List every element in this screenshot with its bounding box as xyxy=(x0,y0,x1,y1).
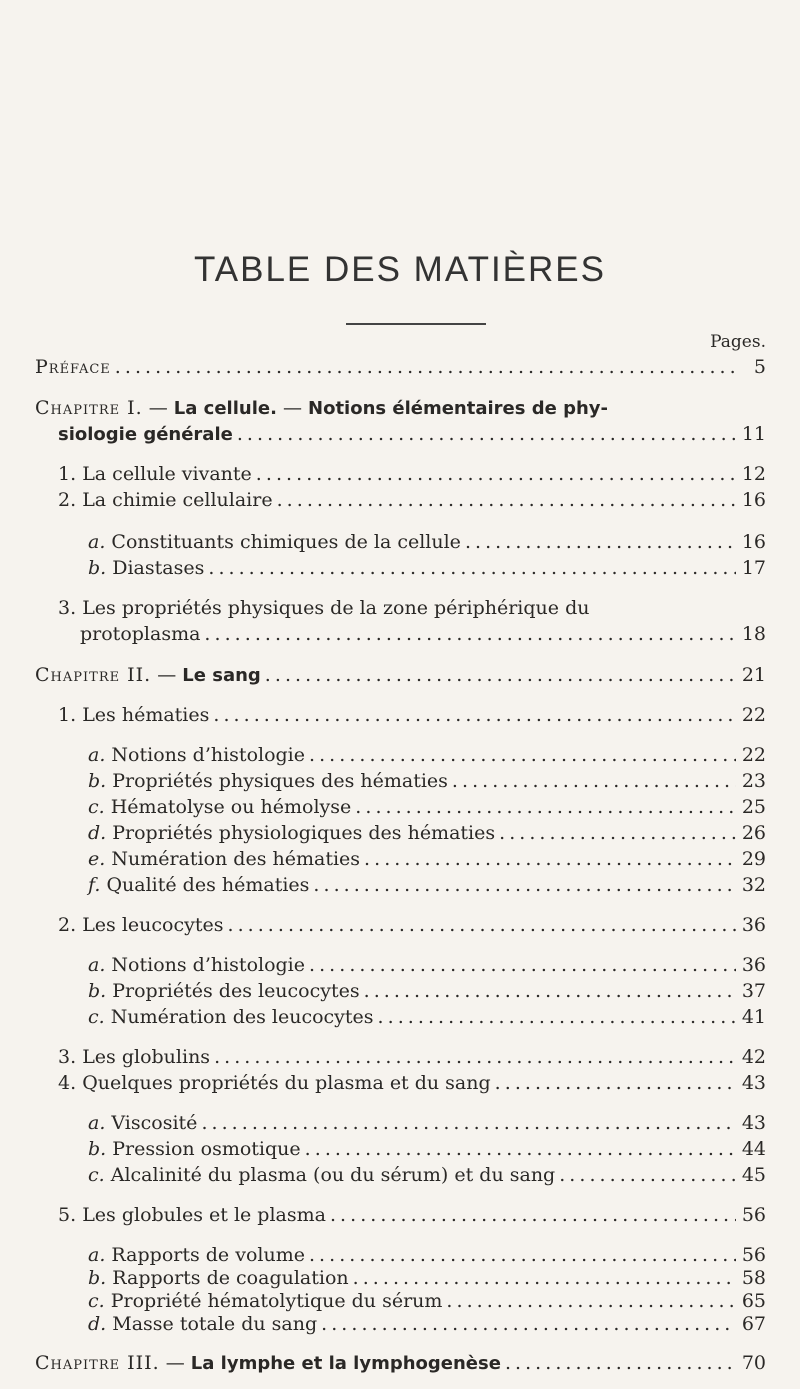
entry-text: Constituants chimiques de la cellule xyxy=(111,531,461,553)
entry-letter: b. xyxy=(88,980,107,1002)
page-number: 32 xyxy=(741,874,766,896)
toc-entry-2-1c[interactable] xyxy=(88,794,766,820)
dash: — xyxy=(151,664,183,686)
entry-text: Propriété hématolytique du sérum xyxy=(110,1290,443,1312)
chapter-title: Le sang xyxy=(182,665,261,686)
dash: — xyxy=(159,1352,191,1374)
toc-entry-1-2a[interactable] xyxy=(88,529,766,555)
entry-text: Les leucocytes xyxy=(82,914,224,936)
page-number: 17 xyxy=(741,557,766,579)
toc-entry-2-2c[interactable] xyxy=(88,1004,766,1030)
entry-letter: d. xyxy=(88,1313,107,1335)
entry-letter: b. xyxy=(88,1267,107,1289)
entry-letter: b. xyxy=(88,557,107,579)
leader-dots xyxy=(309,742,736,768)
page-number: 12 xyxy=(741,463,766,485)
toc-entry-2-1e[interactable] xyxy=(88,846,766,872)
leader-dots xyxy=(208,555,736,581)
entry-letter: a. xyxy=(88,1244,106,1266)
chapter-subtitle: Notions élémentaires de phy- xyxy=(308,398,608,419)
page-number: 36 xyxy=(741,954,766,976)
toc-entry-1-1[interactable] xyxy=(58,461,766,487)
page-number: 65 xyxy=(741,1290,766,1312)
page-number: 21 xyxy=(741,664,766,686)
leader-dots xyxy=(204,621,736,647)
dash: — xyxy=(276,397,309,419)
entry-text: Les hématies xyxy=(82,704,210,726)
toc-entry-2-2[interactable] xyxy=(58,912,766,938)
chapter-label: Chapitre I. xyxy=(35,397,143,419)
entry-text: Diastases xyxy=(112,557,205,579)
entry-text: Viscosité xyxy=(111,1112,198,1134)
page-number: 56 xyxy=(741,1244,766,1266)
leader-dots xyxy=(364,978,736,1004)
entry-letter: c. xyxy=(88,1006,105,1028)
entry-letter: a. xyxy=(88,1112,106,1134)
dash: — xyxy=(142,397,174,419)
leader-dots xyxy=(452,768,736,794)
toc-entry-2-1f[interactable] xyxy=(88,872,766,898)
page-number: 5 xyxy=(753,356,766,378)
toc-entry-2-4[interactable] xyxy=(58,1070,766,1096)
page-number: 22 xyxy=(741,744,766,766)
entry-text: Notions d’histologie xyxy=(111,744,306,766)
entry-text: La cellule vivante xyxy=(82,463,252,485)
page-number: 26 xyxy=(741,822,766,844)
leader-dots xyxy=(330,1202,736,1228)
entry-text: Qualité des hématies xyxy=(106,874,310,896)
page-number: 67 xyxy=(741,1313,766,1335)
title-divider xyxy=(346,323,486,325)
toc-entry-2-3[interactable] xyxy=(58,1044,766,1070)
entry-text: Les globules et le plasma xyxy=(82,1204,326,1226)
leader-dots xyxy=(227,912,736,938)
toc-entry-1-3-line1[interactable] xyxy=(58,595,589,621)
page-number: 11 xyxy=(741,423,766,445)
entry-text: Masse totale du sang xyxy=(112,1313,318,1335)
entry-letter: c. xyxy=(88,1164,105,1186)
page-number: 45 xyxy=(741,1164,766,1186)
entry-text: Propriétés physiologiques des hématies xyxy=(112,822,496,844)
entry-text: Notions d’histologie xyxy=(111,954,306,976)
page-number: 36 xyxy=(741,914,766,936)
entry-text-cont: protoplasma xyxy=(80,623,201,645)
page-number: 41 xyxy=(741,1006,766,1028)
leader-dots xyxy=(237,421,736,447)
entry-letter: a. xyxy=(88,954,106,976)
toc-entry-1-2b[interactable] xyxy=(88,555,766,581)
toc-entry-2-2a[interactable] xyxy=(88,952,766,978)
entry-number: 3. xyxy=(58,1046,77,1068)
leader-dots xyxy=(265,662,736,688)
toc-entry-2-5d[interactable] xyxy=(88,1311,766,1337)
page-number: 42 xyxy=(741,1046,766,1068)
toc-entry-2-1a[interactable] xyxy=(88,742,766,768)
entry-letter: a. xyxy=(88,531,106,553)
entry-number: 1. xyxy=(58,704,77,726)
page-number: 44 xyxy=(741,1138,766,1160)
chapter-label: Chapitre III. xyxy=(35,1352,160,1374)
entry-letter: d. xyxy=(88,822,107,844)
toc-entry-2-5[interactable] xyxy=(58,1202,766,1228)
leader-dots xyxy=(505,1350,736,1376)
leader-dots xyxy=(499,820,736,846)
entry-text: Rapports de coagulation xyxy=(112,1267,349,1289)
toc-entry-chapter-1[interactable] xyxy=(58,421,766,448)
entry-number: 5. xyxy=(58,1204,77,1226)
entry-text: Numération des leucocytes xyxy=(110,1006,374,1028)
entry-text: Numération des hématies xyxy=(111,848,361,870)
leader-dots xyxy=(305,1136,736,1162)
page-number: 58 xyxy=(741,1267,766,1289)
toc-entry-chapter-2[interactable] xyxy=(35,662,766,689)
page-number: 25 xyxy=(741,796,766,818)
leader-dots xyxy=(277,487,736,513)
entry-text: Rapports de volume xyxy=(111,1244,305,1266)
entry-letter: b. xyxy=(88,1138,107,1160)
entry-text: Hématolyse ou hémolyse xyxy=(110,796,352,818)
page-number: 16 xyxy=(741,531,766,553)
entry-text: Propriétés physiques des hématies xyxy=(112,770,448,792)
leader-dots xyxy=(213,702,736,728)
leader-dots xyxy=(364,846,736,872)
toc-entry-chapter-1-line1[interactable] xyxy=(35,395,608,422)
leader-dots xyxy=(495,1070,736,1096)
entry-letter: f. xyxy=(88,874,101,896)
page-number: 29 xyxy=(741,848,766,870)
entry-text: Quelques propriétés du plasma et du sang xyxy=(82,1072,491,1094)
page-number: 18 xyxy=(741,623,766,645)
toc-entry-2-2b[interactable] xyxy=(88,978,766,1004)
pages-column-label: Pages. xyxy=(710,332,766,352)
toc-entry-1-2[interactable] xyxy=(58,487,766,513)
entry-text: Propriétés des leucocytes xyxy=(112,980,360,1002)
leader-dots xyxy=(559,1162,736,1188)
entry-letter: c. xyxy=(88,796,105,818)
toc-entry-2-4c[interactable] xyxy=(88,1162,766,1188)
page-number: 43 xyxy=(741,1072,766,1094)
entry-letter: b. xyxy=(88,770,107,792)
entry-number: 2. xyxy=(58,489,77,511)
toc-entry-chapter-3[interactable] xyxy=(35,1350,766,1377)
entry-text: Les globulins xyxy=(82,1046,211,1068)
chapter-label: Chapitre II. xyxy=(35,664,152,686)
leader-dots xyxy=(201,1110,736,1136)
leader-dots xyxy=(309,952,736,978)
page-number: 37 xyxy=(741,980,766,1002)
leader-dots xyxy=(256,461,736,487)
entry-label: Préface xyxy=(35,356,111,378)
entry-number: 1. xyxy=(58,463,77,485)
chapter-title: La lymphe et la lymphogenèse xyxy=(190,1353,501,1374)
page-number: 70 xyxy=(741,1352,766,1374)
page-number: 56 xyxy=(741,1204,766,1226)
entry-text: Pression osmotique xyxy=(112,1138,301,1160)
toc-entry-1-3[interactable] xyxy=(80,621,766,647)
entry-text: Les propriétés physiques de la zone périphérique du xyxy=(82,597,590,619)
toc-entry-2-1d[interactable] xyxy=(88,820,766,846)
page-number: 16 xyxy=(741,489,766,511)
toc-entry-2-4a[interactable] xyxy=(88,1110,766,1136)
leader-dots xyxy=(214,1044,736,1070)
chapter-subtitle-cont: siologie générale xyxy=(58,424,233,445)
leader-dots xyxy=(321,1311,736,1337)
entry-number: 2. xyxy=(58,914,77,936)
entry-letter: c. xyxy=(88,1290,105,1312)
entry-text: Alcalinité du plasma (ou du sérum) et du sang xyxy=(110,1164,556,1186)
leader-dots xyxy=(355,794,736,820)
page-number: 23 xyxy=(741,770,766,792)
chapter-title: La cellule. xyxy=(173,398,277,419)
leader-dots xyxy=(313,872,736,898)
toc-entry-preface[interactable] xyxy=(35,354,766,380)
entry-number: 4. xyxy=(58,1072,77,1094)
toc-entry-2-4b[interactable] xyxy=(88,1136,766,1162)
leader-dots xyxy=(378,1004,736,1030)
toc-entry-2-1b[interactable] xyxy=(88,768,766,794)
entry-number: 3. xyxy=(58,597,77,619)
entry-text: La chimie cellulaire xyxy=(82,489,273,511)
leader-dots xyxy=(115,354,736,380)
toc-entry-2-1[interactable] xyxy=(58,702,766,728)
entry-letter: a. xyxy=(88,744,106,766)
page-title: TABLE DES MATIÈRES xyxy=(193,250,606,289)
entry-letter: e. xyxy=(88,848,106,870)
page-number: 43 xyxy=(741,1112,766,1134)
page-number: 22 xyxy=(741,704,766,726)
leader-dots xyxy=(465,529,736,555)
